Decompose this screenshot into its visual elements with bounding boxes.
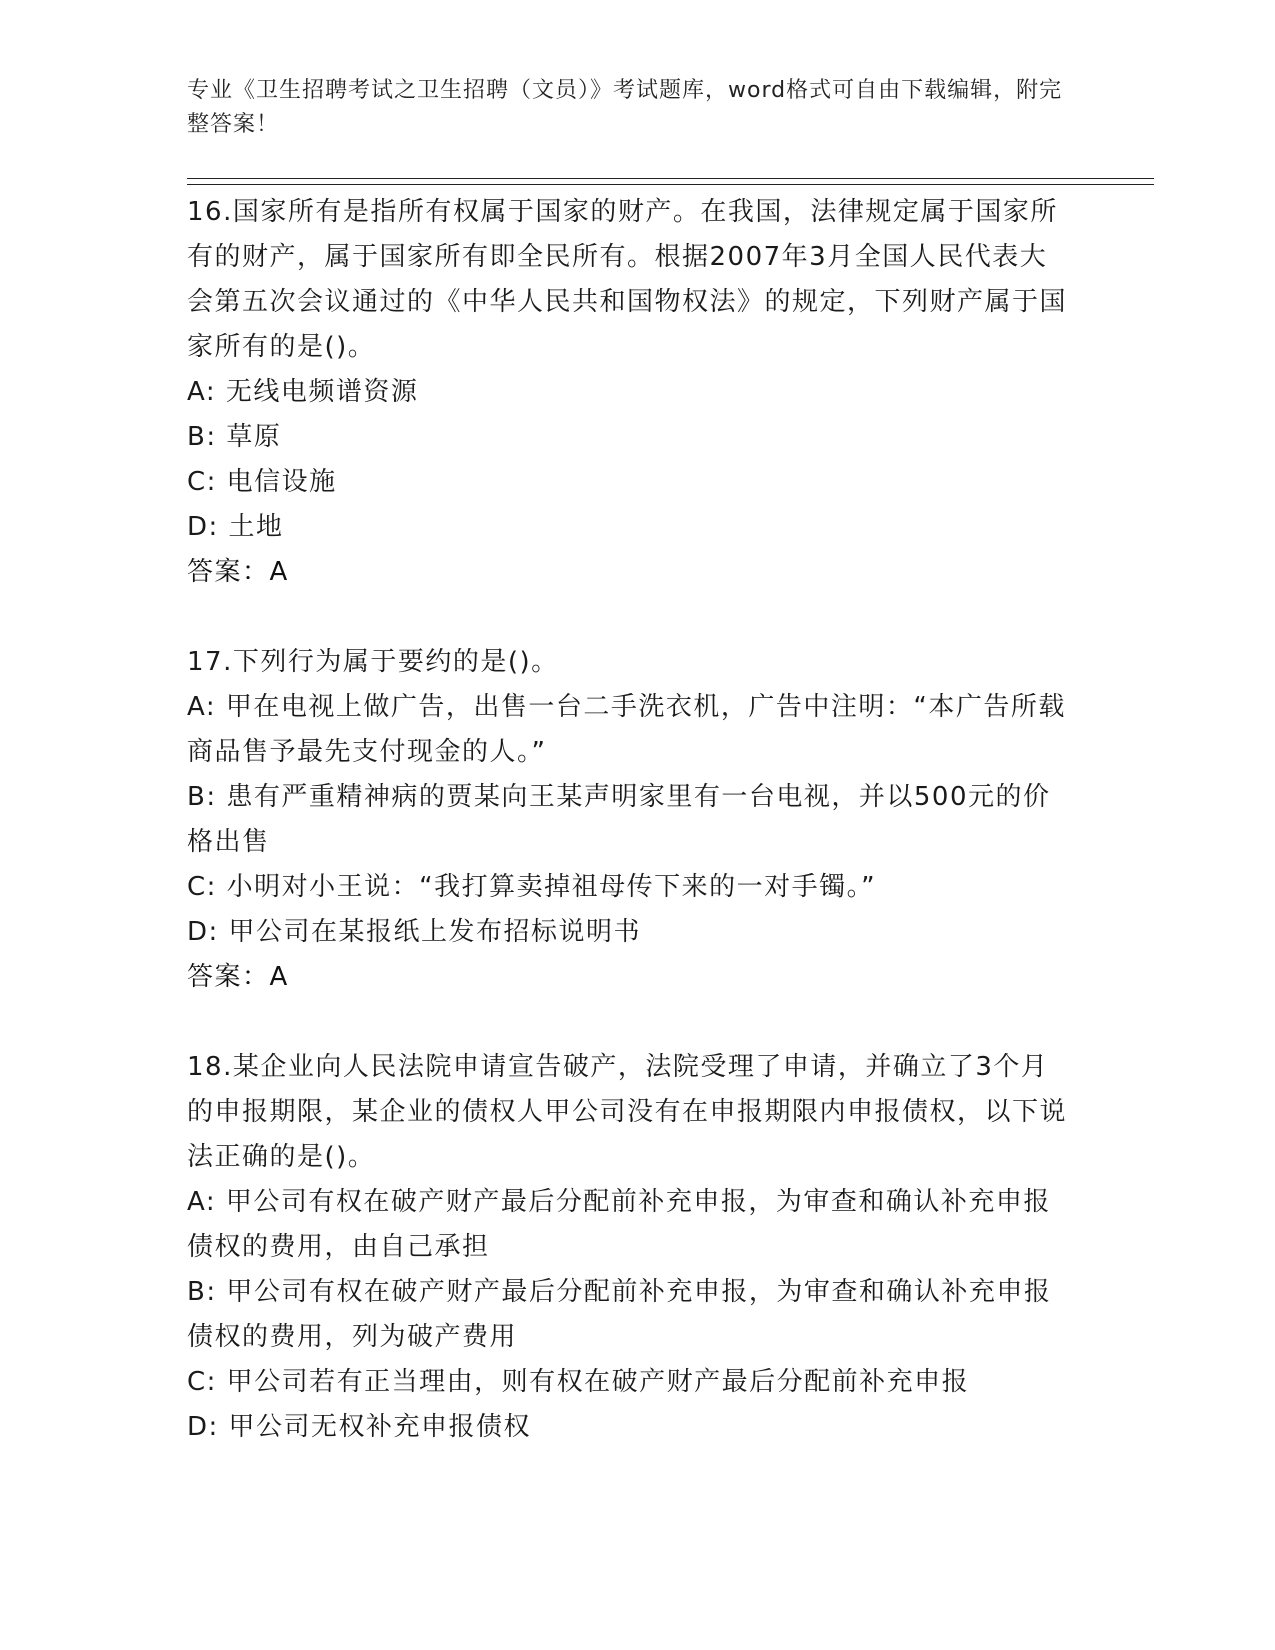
question-16 — [187, 190, 1067, 595]
option-c: C: 小明对小王说：“我打算卖掉祖母传下来的一对手镯。” — [187, 872, 877, 902]
option-b: B: 甲公司有权在破产财产最后分配前补充申报，为审查和确认补充申报债权的费用，列为破产费用 — [187, 1277, 1052, 1352]
option-b: B: 患有严重精神病的贾某向王某声明家里有一台电视，并以500元的价格出售 — [187, 782, 1051, 857]
question-text: 17.下列行为属于要约的是()。 — [187, 647, 559, 677]
question-text: 16.国家所有是指所有权属于国家的财产。在我国，法律规定属于国家所有的财产，属于国家所有即全民所有。根据2007年3月全国人民代表大会第五次会议通过的《中华人民共和国物权法》的规定，下列财产属于国家所有的是()。 — [187, 197, 1068, 362]
question-list — [187, 190, 1067, 1450]
option-a: A: 甲在电视上做广告，出售一台二手洗衣机，广告中注明：“本广告所载商品售予最先支付现金的人。” — [187, 692, 1066, 767]
question-18 — [187, 1045, 1067, 1450]
header-divider-top — [187, 178, 1154, 179]
spacer — [187, 1000, 1067, 1045]
header-divider-bottom — [187, 184, 1154, 185]
question-text: 18.某企业向人民法院申请宣告破产，法院受理了申请，并确立了3个月的申报期限，某企业的债权人甲公司没有在申报期限内申报债权，以下说法正确的是()。 — [187, 1052, 1068, 1172]
option-a: A: 甲公司有权在破产财产最后分配前补充申报，为审查和确认补充申报债权的费用，由自己承担 — [187, 1187, 1051, 1262]
answer: 答案：A — [187, 962, 289, 992]
option-d: D: 甲公司在某报纸上发布招标说明书 — [187, 917, 642, 947]
option-b: B: 草原 — [187, 422, 282, 452]
option-a: A: 无线电频谱资源 — [187, 377, 419, 407]
option-c: C: 甲公司若有正当理由，则有权在破产财产最后分配前补充申报 — [187, 1367, 970, 1397]
option-c: C: 电信设施 — [187, 467, 337, 497]
option-d: D: 土地 — [187, 512, 284, 542]
answer: 答案：A — [187, 557, 289, 587]
question-17 — [187, 640, 1067, 1000]
header-note: 专业《卫生招聘考试之卫生招聘（文员）》考试题库，word格式可自由下载编辑，附完整答案！ — [187, 78, 1063, 137]
spacer — [187, 595, 1067, 640]
option-d: D: 甲公司无权补充申报债权 — [187, 1412, 532, 1442]
